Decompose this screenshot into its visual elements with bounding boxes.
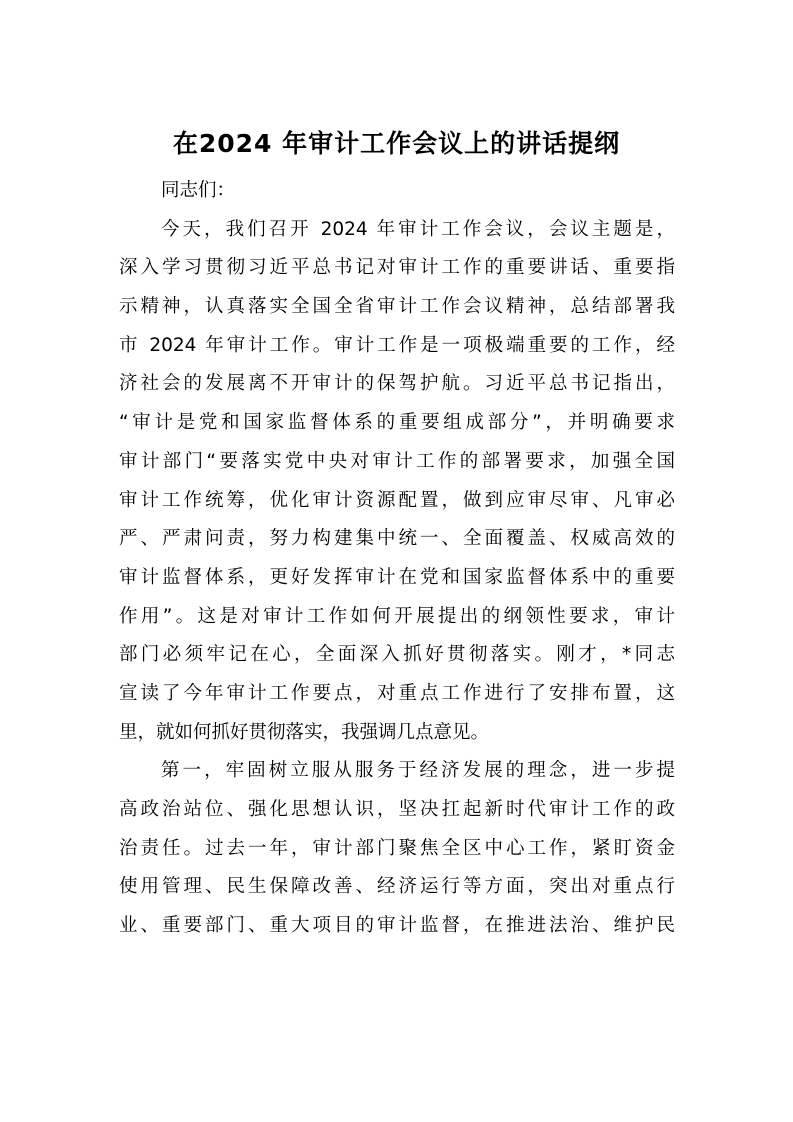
paragraph-line: 审计工作统筹，优化审计资源配置，做到应审尽审、凡审必 <box>119 489 675 511</box>
paragraph-line: 里，就如何抓好贯彻落实，我强调几点意见。 <box>119 721 490 743</box>
paragraph-line: 示精神，认真落实全国全省审计工作会议精神，总结部署我 <box>119 296 675 318</box>
paragraph-line: 第一，牢固树立服从服务于经济发展的理念，进一步提 <box>161 760 675 782</box>
paragraph-line: 审计监督体系，更好发挥审计在党和国家监督体系中的重要 <box>119 566 675 588</box>
paragraph-line: 济社会的发展离不开审计的保驾护航。习近平总书记指出， <box>119 373 675 395</box>
salutation: 同志们： <box>161 180 236 201</box>
paragraph-line: 高政治站位、强化思想认识，坚决扛起新时代审计工作的政 <box>119 799 675 820</box>
paragraph-line: 治责任。过去一年，审计部门聚焦全区中心工作，紧盯资金 <box>119 837 675 859</box>
paragraph-line: 部门必须牢记在心，全面深入抓好贯彻落实。刚才，*同志 <box>119 644 675 666</box>
paragraph-line: 业、重要部门、重大项目的审计监督，在推进法治、维护民 <box>119 915 675 937</box>
paragraph-line: 深入学习贯彻习近平总书记对审计工作的重要讲话、重要指 <box>119 257 675 279</box>
paragraph-line: 宣读了今年审计工作要点，对重点工作进行了安排布置，这 <box>119 682 675 704</box>
paragraph-line: 使用管理、民生保障改善、经济运行等方面，突出对重点行 <box>119 876 675 898</box>
paragraph-line: 今天，我们召开 2024 年审计工作会议，会议主题是， <box>161 218 675 240</box>
paragraph-line: 作用”。这是对审计工作如何开展提出的纲领性要求，审计 <box>119 605 675 627</box>
paragraph-line: 严、严肃问责，努力构建集中统一、全面覆盖、权威高效的 <box>119 528 675 550</box>
paragraph-line: 市 2024 年审计工作。审计工作是一项极端重要的工作，经 <box>119 334 675 356</box>
paragraph-line: “审计是党和国家监督体系的重要组成部分”，并明确要求 <box>119 412 675 434</box>
paragraph-line: 审计部门“要落实党中央对审计工作的部署要求，加强全国 <box>119 450 675 472</box>
document-body <box>119 172 675 946</box>
document-title: 在2024 年审计工作会议上的讲话提纲 <box>172 129 621 158</box>
